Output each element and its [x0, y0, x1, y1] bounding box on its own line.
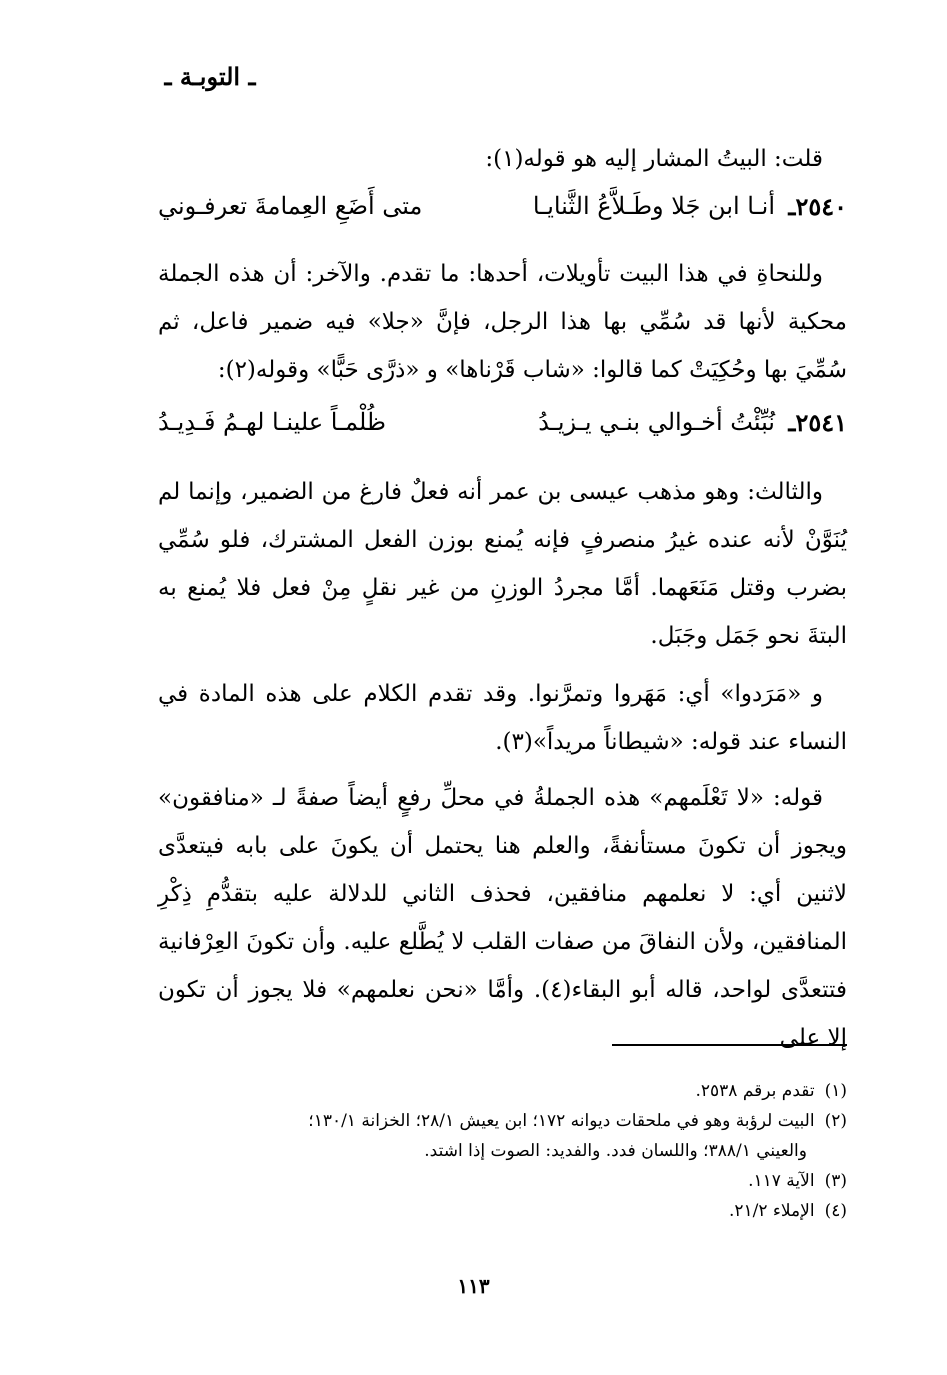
paragraph-block [158, 250, 847, 394]
verse-number: ٢٥٤٠ـ [788, 192, 847, 221]
intro-line-block [158, 135, 847, 183]
footnote-separator [612, 1044, 847, 1046]
footnote-text: الإملاء ٢١/٢. [728, 1201, 815, 1221]
page-number: ١١٣ [457, 1274, 490, 1298]
footnotes [158, 1076, 847, 1226]
footnote-2-continuation: والعيني ٣٨٨/١؛ واللسان فدد. والفديد: الصوت إذا اشتد. [424, 1141, 807, 1161]
footnote-text: تقدم برقم ٢٥٣٨. [695, 1081, 815, 1101]
verse-2540 [158, 192, 847, 240]
footnote-3 [158, 1166, 847, 1196]
paragraph-maradu: و «مَرَدوا» أي: مَهَروا وتمرَّنوا. وقد تقدم الكلام على هذه المادة في النساء عند قوله: «شيطاناً مريداً»(٣). [158, 681, 847, 755]
verse-second-hemistich: متى أَضَعِ العِمامةَ تعرفـوني [158, 192, 423, 220]
paragraph-interpretations: وللنحاةِ في هذا البيت تأويلات، أحدها: ما تقدم. والآخر: أن هذه الجملة محكية لأنها قد سُمِّي بها هذا الرجل، فإنَّ «جلا» فيه ضمير فاعل، ثم سُمِّيَ بها وحُكِيَتْ كما قالوا: «شاب قَرْناها» و «ذرَّى حَبًّا» وقوله(٢): [158, 261, 847, 383]
footnote-number: (١) [824, 1081, 847, 1101]
running-header: ـ التوبـة ـ [164, 62, 256, 91]
footnote-text: البيت لرؤبة وهو في ملحقات ديوانه ١٧٢؛ ابن يعيش ٢٨/١؛ الخزانة ١٣٠/١؛ [308, 1111, 815, 1131]
paragraph-third-view: والثالث: وهو مذهب عيسى بن عمر أنه فعلٌ فارغ من الضمير، وإنما لم يُنَوَّنْ لأنه عنده غيرُ منصرفٍ فإنه يُمنع بوزن الفعل المشترك، فلو سُمِّي بضرب وقتل مَنَعَهما. أمَّا مجردُ الوزنِ من غير نقلٍ مِنْ فعل فلا يُمنع به البتةَ نحو جَمَل وجَبَل. [158, 479, 847, 649]
footnote-number: (٤) [824, 1201, 847, 1221]
footnote-number: (٢) [824, 1111, 847, 1131]
intro-line: قلت: البيتُ المشار إليه هو قوله(١): [485, 146, 823, 172]
footnote-1 [158, 1076, 847, 1106]
paragraph-block [158, 468, 847, 660]
verse-first-hemistich: نُبِّئْتُ أخـوالي بنـي يـزيـدُ [538, 408, 775, 436]
paragraph-la-talamuhum: قوله: «لا تَعْلَمهم» هذه الجملةُ في محلِّ رفعٍ أيضاً صفةً لـ «منافقون» ويجوز أن تكونَ مستأنفةً، والعلم هنا يحتمل أن يكونَ على بابه فيتعدَّى لاثنين أي: لا نعلمهم منافقين، فحذف الثاني للدلالة عليه بتقدُّمِ ذِكْرِ المنافقين، ولأن النفاقَ من صفات القلب لا يُطَّلع عليه. وأن تكونَ العِرْفانية فتتعدَّى لواحد، قاله أبو البقاء(٤). وأمَّا «نحن نعلمهم» فلا يجوز أن تكون إلا على [158, 785, 847, 1051]
verse-first-hemistich: أنـا ابن جَلا وطَـلاَّعُ الثَّنايـا [532, 192, 775, 220]
verse-number: ٢٥٤١ـ [788, 408, 847, 437]
paragraph-block [158, 774, 847, 1062]
verse-2541 [158, 408, 847, 456]
footnote-2 [158, 1106, 847, 1136]
verse-second-hemistich: ظُلْمـاً علينـا لهـمُ فَـدِيـدُ [158, 408, 387, 436]
footnote-text: الآية ١١٧. [748, 1171, 815, 1191]
paragraph-block [158, 670, 847, 766]
footnote-4 [158, 1196, 847, 1226]
footnote-number: (٣) [824, 1171, 847, 1191]
